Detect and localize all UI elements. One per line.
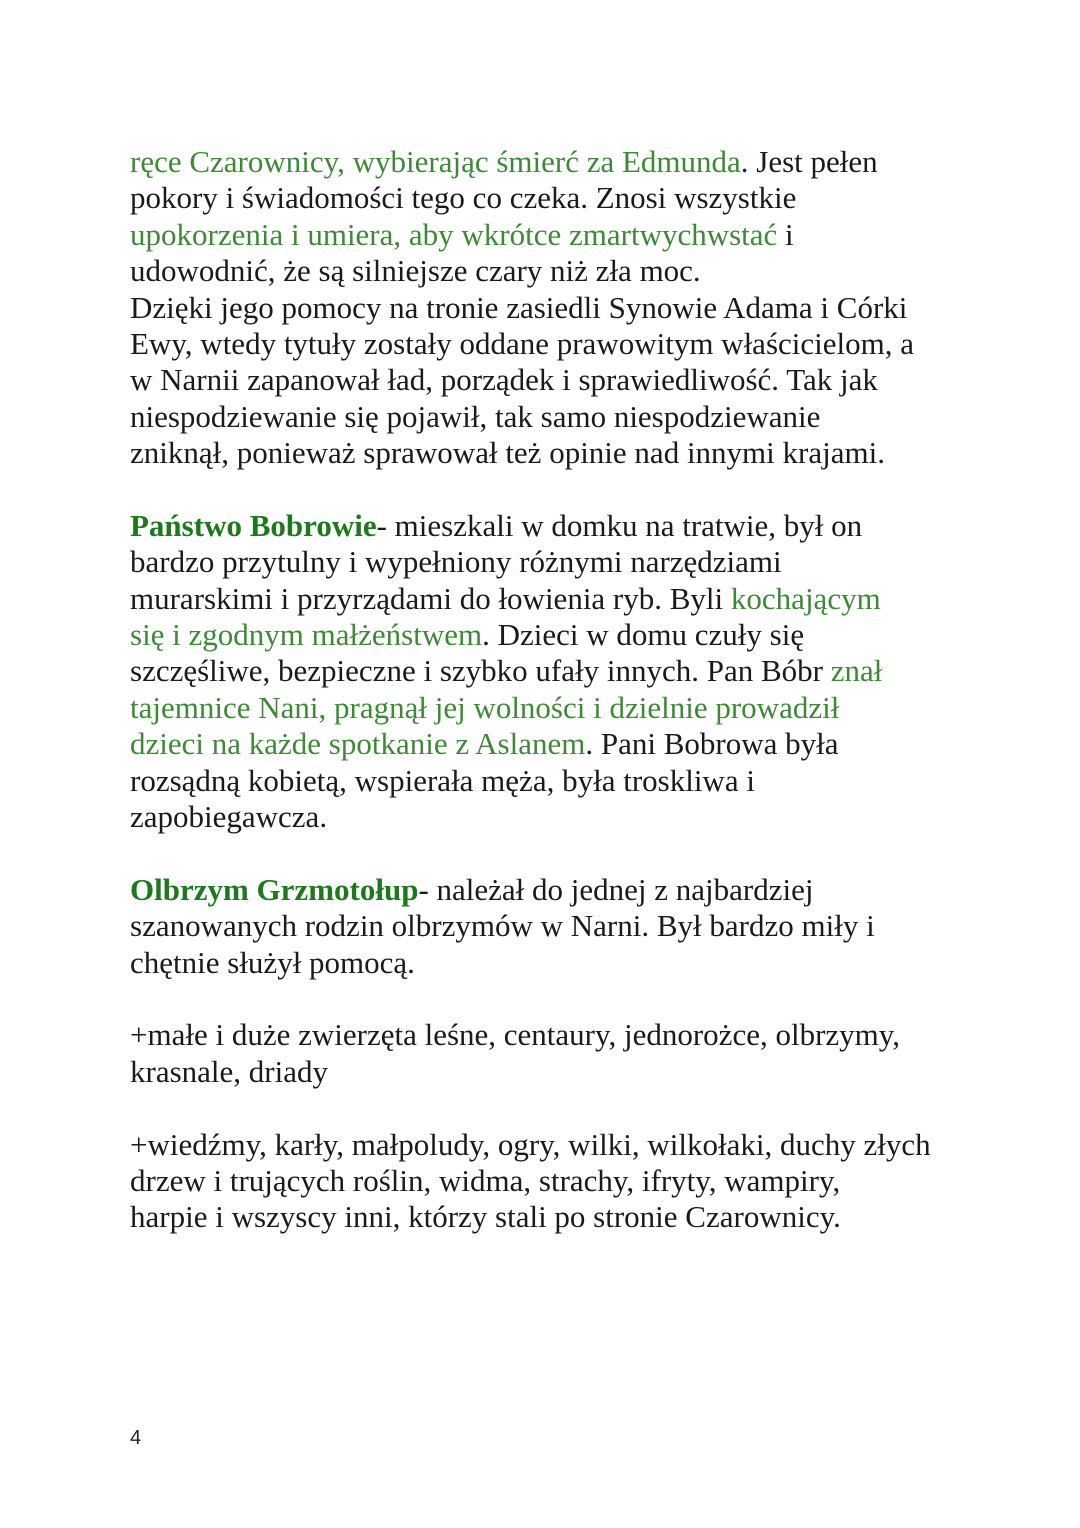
text-line bbox=[130, 544, 1010, 580]
text-line bbox=[130, 144, 1010, 180]
highlighted-text: tajemnice Nani, pragnął jej wolności i dzielnie prowadził bbox=[130, 689, 840, 725]
body-text: udowodnić, że są silniejsze czary niż zła moc. bbox=[130, 253, 701, 289]
text-line bbox=[130, 253, 1010, 289]
text-line bbox=[130, 1017, 1010, 1053]
paragraph-spacer bbox=[130, 981, 1010, 1017]
body-text: pokory i świadomości tego co czeka. Znosi wszystkie bbox=[130, 180, 797, 216]
text-line bbox=[130, 399, 1010, 435]
body-text: harpie i wszyscy inni, którzy stali po stronie Czarownicy. bbox=[130, 1199, 841, 1235]
text-line bbox=[130, 581, 1010, 617]
text-line bbox=[130, 290, 1010, 326]
paragraph bbox=[130, 508, 1010, 836]
body-text: krasnale, driady bbox=[130, 1053, 328, 1089]
body-text: Dzięki jego pomocy na tronie zasiedli Synowie Adama i Córki bbox=[130, 289, 908, 325]
body-text: +małe i duże zwierzęta leśne, centaury, jednorożce, olbrzymy, bbox=[130, 1017, 901, 1053]
paragraph bbox=[130, 1127, 1010, 1236]
body-text: bardzo przytulny i wypełniony różnymi narzędziami bbox=[130, 544, 782, 580]
text-line bbox=[130, 908, 1010, 944]
character-heading: Olbrzym Grzmotołup bbox=[130, 871, 419, 907]
text-line bbox=[130, 1127, 1010, 1163]
body-text: . Jest pełen bbox=[740, 144, 878, 179]
text-line bbox=[130, 435, 1010, 471]
text-line bbox=[130, 726, 1010, 762]
body-text: niespodziewanie się pojawił, tak samo niespodziewanie bbox=[130, 398, 821, 434]
page-number: 4 bbox=[130, 1427, 142, 1449]
body-text: murarskimi i przyrządami do łowienia ryb. Byli bbox=[130, 580, 731, 616]
text-line bbox=[130, 180, 1010, 216]
body-text: - mieszkali w domku na tratwie, był on bbox=[376, 507, 863, 543]
text-line bbox=[130, 326, 1010, 362]
body-text: drzew i trujących roślin, widma, strachy, ifryty, wampiry, bbox=[130, 1162, 841, 1198]
paragraph-spacer bbox=[130, 1090, 1010, 1126]
body-text: w Narnii zapanował ład, porządek i sprawiedliwość. Tak jak bbox=[130, 362, 878, 398]
paragraph bbox=[130, 872, 1010, 981]
body-text: Ewy, wtedy tytuły zostały oddane prawowitym właścicielom, a bbox=[130, 325, 914, 361]
highlighted-text: upokorzenia i umiera, aby wkrótce zmartwychwstać bbox=[130, 216, 778, 252]
paragraph-spacer bbox=[130, 472, 1010, 508]
body-text: zapobiegawcza. bbox=[130, 799, 328, 835]
text-line bbox=[130, 945, 1010, 981]
text-line bbox=[130, 1163, 1010, 1199]
body-text: +wiedźmy, karły, małpoludy, ogry, wilki, wilkołaki, duchy złych bbox=[130, 1126, 931, 1162]
body-text: . Pani Bobrowa była bbox=[585, 726, 839, 762]
text-line bbox=[130, 508, 1010, 544]
paragraph bbox=[130, 144, 1010, 472]
body-text: chętnie służył pomocą. bbox=[130, 944, 415, 980]
text-line bbox=[130, 872, 1010, 908]
highlighted-text: się i zgodnym małżeństwem bbox=[130, 617, 483, 653]
highlighted-text: dzieci na każde spotkanie z Aslanem bbox=[130, 726, 586, 762]
paragraph bbox=[130, 1017, 1010, 1090]
text-line bbox=[130, 217, 1010, 253]
text-line bbox=[130, 1054, 1010, 1090]
body-text: i bbox=[777, 216, 794, 252]
document-body bbox=[130, 144, 1010, 1236]
text-line bbox=[130, 362, 1010, 398]
highlighted-text: kochającym bbox=[730, 580, 881, 616]
text-line bbox=[130, 763, 1010, 799]
highlighted-text: znał bbox=[830, 653, 883, 689]
body-text: rozsądną kobietą, wspierała męża, była troskliwa i bbox=[130, 762, 755, 798]
body-text: szanowanych rodzin olbrzymów w Narni. Był bardzo miły i bbox=[130, 908, 875, 944]
body-text: - należał do jednej z najbardziej bbox=[418, 871, 814, 907]
text-line bbox=[130, 799, 1010, 835]
text-line bbox=[130, 617, 1010, 653]
text-line bbox=[130, 653, 1010, 689]
body-text: . Dzieci w domu czuły się bbox=[482, 617, 805, 653]
character-heading: Państwo Bobrowie bbox=[130, 507, 377, 543]
body-text: zniknął, ponieważ sprawował też opinie nad innymi krajami. bbox=[130, 435, 885, 471]
text-line bbox=[130, 1199, 1010, 1235]
paragraph-spacer bbox=[130, 835, 1010, 871]
body-text: szczęśliwe, bezpieczne i szybko ufały innych. Pan Bóbr bbox=[130, 653, 831, 689]
highlighted-text: ręce Czarownicy, wybierając śmierć za Edmunda bbox=[130, 144, 741, 179]
text-line bbox=[130, 690, 1010, 726]
